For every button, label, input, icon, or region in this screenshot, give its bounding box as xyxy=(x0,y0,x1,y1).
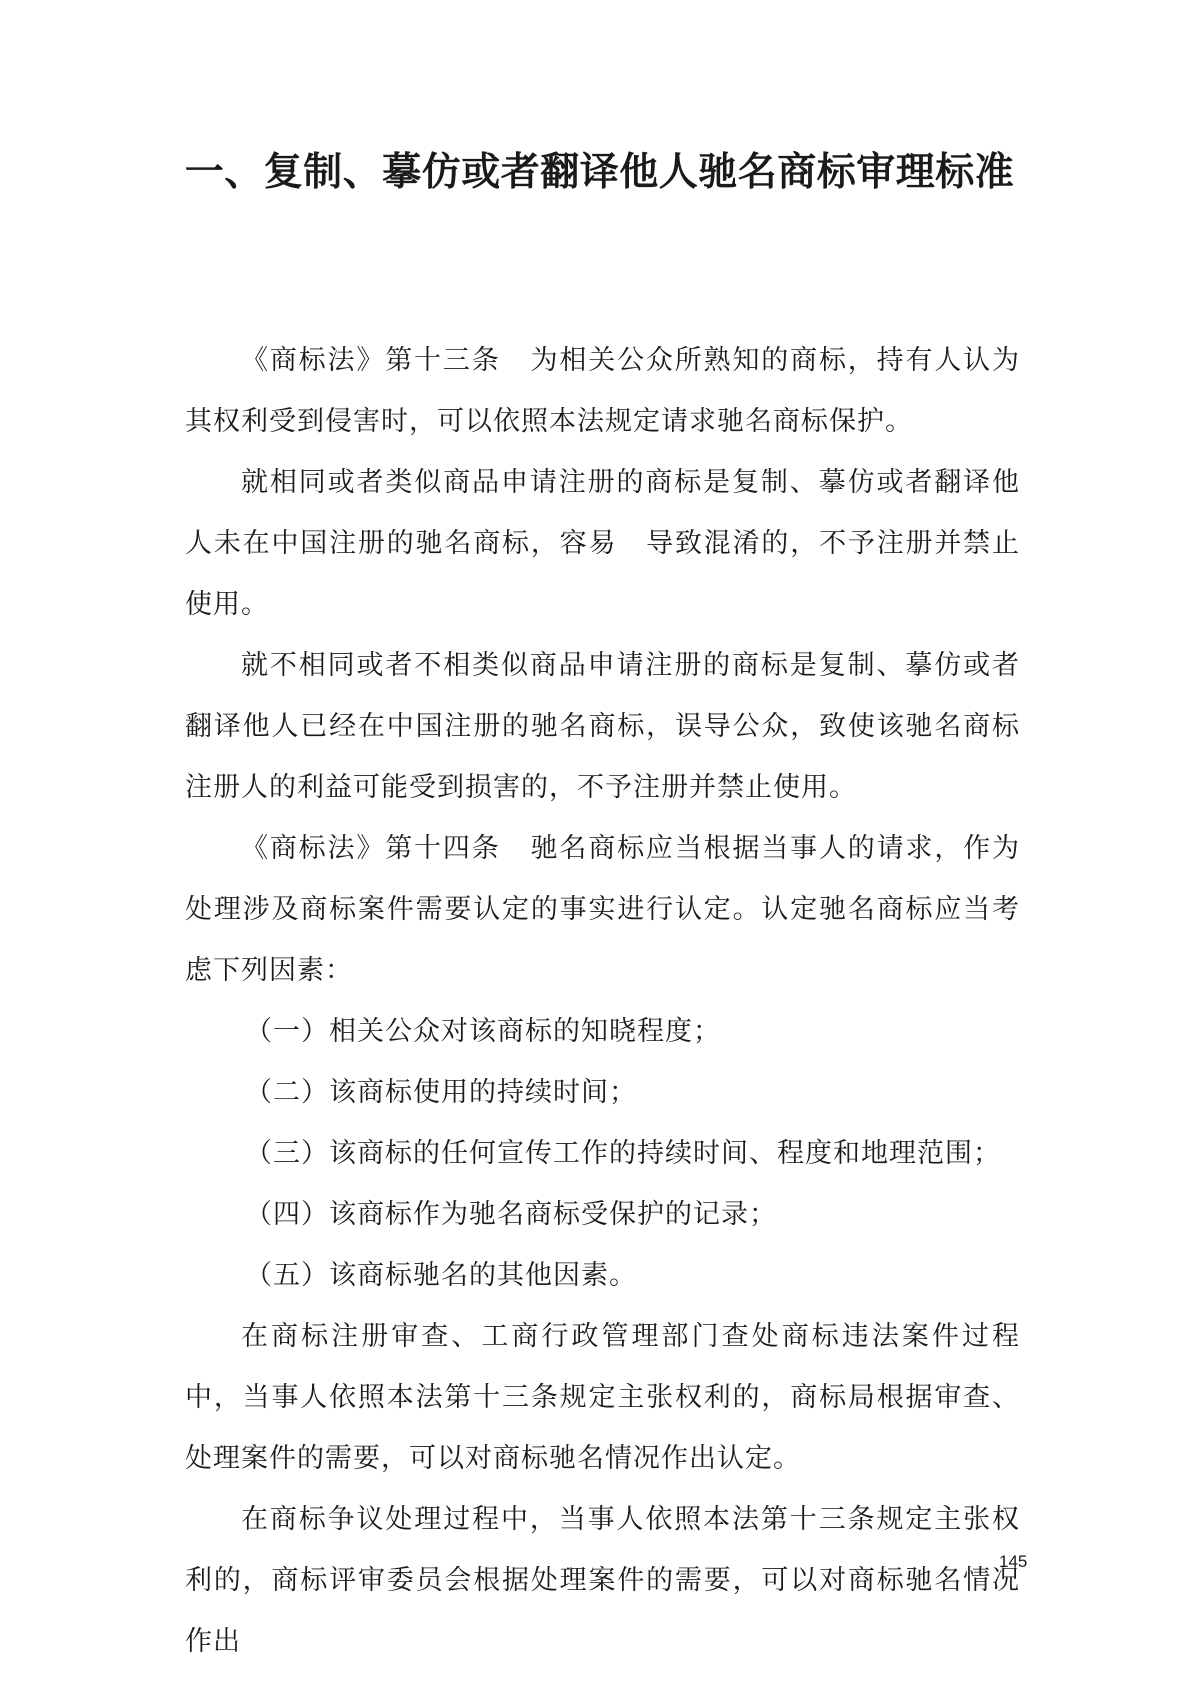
article-13-paragraph-2: 就相同或者类似商品申请注册的商标是复制、摹仿或者翻译他人未在中国注册的驰名商标，容易 导致混淆的，不予注册并禁止使用。 xyxy=(185,467,1020,620)
article-14-paragraph-2: 在商标注册审查、工商行政管理部门查处商标违法案件过程中，当事人依照本法第十三条规定主张权利的，商标局根据审查、处理案件的需要，可以对商标驰名情况作出认定。 xyxy=(185,1321,1020,1474)
article-14-reference: 《商标法》第十四条 xyxy=(241,833,501,864)
factor-item-3: （三）该商标的任何宣传工作的持续时间、程度和地理范围； xyxy=(245,1138,1001,1169)
article-13-paragraph-1 xyxy=(185,330,1020,452)
document-body xyxy=(185,330,1020,1672)
factor-item-1: （一）相关公众对该商标的知晓程度； xyxy=(245,1016,721,1047)
factor-item-4: （四）该商标作为驰名商标受保护的记录； xyxy=(245,1199,777,1230)
article-14-text-1: 驰名商标应当根据当事人的请求，作为处理涉及商标案件需要认定的事实进行认定。认定驰名商标应当考虑下列因素： xyxy=(185,833,1021,986)
factor-item-5: （五）该商标驰名的其他因素。 xyxy=(245,1260,637,1291)
article-13-text-1: 为相关公众所熟知的商标，持有人认为其权利受到侵害时，可以依照本法规定请求驰名商标保护。 xyxy=(185,345,1021,437)
factor-item-2: （二）该商标使用的持续时间； xyxy=(245,1077,637,1108)
article-13-reference: 《商标法》第十三条 xyxy=(241,345,501,376)
article-13-paragraph-3: 就不相同或者不相类似商品申请注册的商标是复制、摹仿或者翻译他人已经在中国注册的驰名商标，误导公众，致使该驰名商标注册人的利益可能受到损害的，不予注册并禁止使用。 xyxy=(185,650,1020,803)
article-14-paragraph-1 xyxy=(185,818,1020,1001)
page-number: 145 xyxy=(999,1552,1028,1571)
page-title: 一、复制、摹仿或者翻译他人驰名商标审理标准 xyxy=(184,149,1015,195)
article-14-paragraph-3: 在商标争议处理过程中，当事人依照本法第十三条规定主张权利的，商标评审委员会根据处理案件的需要，可以对商标驰名情况作出 xyxy=(185,1504,1020,1657)
